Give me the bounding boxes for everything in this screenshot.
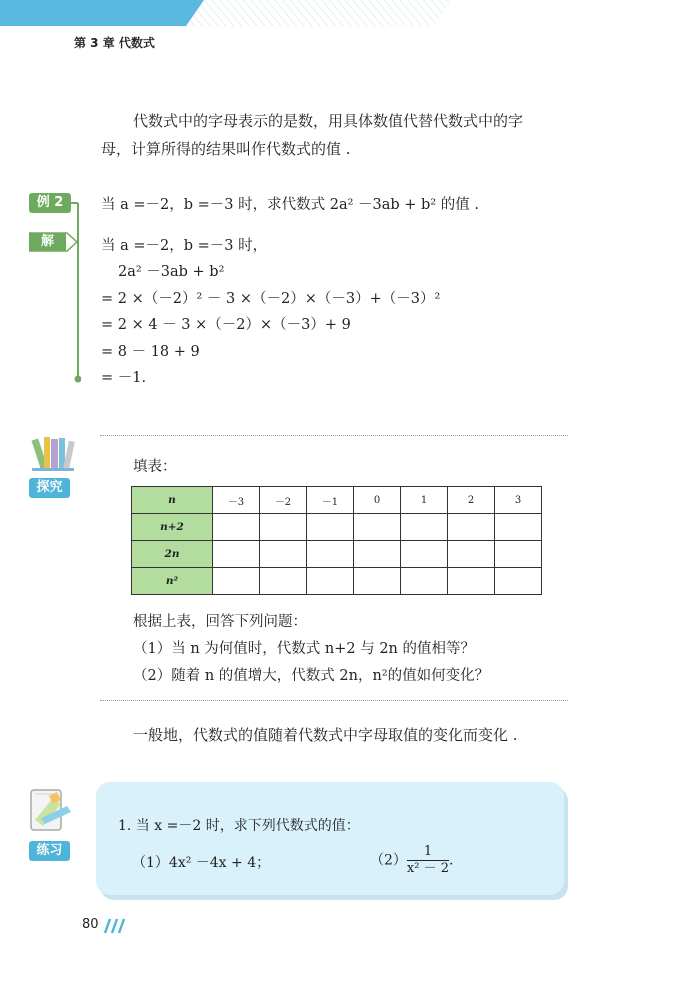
table-row [132,541,542,568]
example-q-post: 的值 . [440,197,479,213]
table-header-cell: 0 [354,487,401,514]
solution-step-2: 2a² －3ab + b² [118,264,225,280]
table-cell[interactable] [213,568,260,595]
practice-box [96,782,564,895]
fraction-numerator: 1 [407,844,449,861]
solution-step-1: 当 a =－2，b =－3 时， [101,238,268,254]
practice-fraction [407,844,449,877]
table-cell[interactable] [495,514,542,541]
table-row-label: n+2 [132,514,213,541]
header-band [0,0,700,26]
example-q-expr: 2a² －3ab + b² [329,197,437,213]
table-header-n: n [132,487,213,514]
page-slashes-icon [101,918,127,934]
example-q-cond: a =－2，b =－3 时，求代数式 [120,197,326,213]
table-header-cell: 1 [401,487,448,514]
table-cell[interactable] [448,514,495,541]
solution-rail [71,193,81,393]
conclusion-text: 一般地，代数式的值随着代数式中字母取值的变化而变化 . [133,726,518,744]
explore-question-2: （2）随着 n 的值增大，代数式 2n，n²的值如何变化？ [133,668,490,684]
table-row [132,487,542,514]
solution-tag: 解 [40,234,54,249]
divider-bottom [100,700,568,701]
table-cell[interactable] [448,568,495,595]
table-cell[interactable] [401,514,448,541]
explore-title: 填表： [133,459,177,475]
practice-sub-1: （1）4x² －4x + 4； [132,855,271,871]
table-cell[interactable] [354,541,401,568]
table-cell[interactable] [354,514,401,541]
intro-line-2: 母，计算所得的结果叫作代数式的值 . [101,140,351,158]
explore-tag: 探究 [29,478,70,498]
notebook-pencil-icon [27,786,75,836]
practice-sub-2-label: （2） [370,852,407,869]
practice-sub-2 [370,844,453,877]
explore-prompt: 根据上表，回答下列问题： [133,614,307,630]
table-cell[interactable] [260,568,307,595]
page-number: 80 [82,917,99,932]
table-header-cell: 3 [495,487,542,514]
table-row-label: 2n [132,541,213,568]
solution-step-3: = 2 ×（－2）² － 3 ×（－2）×（－3）+（－3）² [101,291,441,307]
practice-sub-2-end: . [449,852,454,869]
table-header-cell: 2 [448,487,495,514]
table-header-cell: －3 [213,487,260,514]
table-cell[interactable] [307,568,354,595]
table-row [132,568,542,595]
table-cell[interactable] [260,541,307,568]
practice-item-1: 1. 当 x =－2 时，求下列代数式的值： [118,818,360,834]
table-header-cell: －2 [260,487,307,514]
solution-step-4: = 2 × 4 － 3 ×（－2）×（－3）+ 9 [101,317,351,333]
table-cell[interactable] [401,568,448,595]
solution-step-6: = －1. [101,370,147,386]
table-cell[interactable] [495,541,542,568]
fill-table [131,486,542,595]
table-cell[interactable] [213,541,260,568]
divider-top [100,435,568,436]
table-cell[interactable] [495,568,542,595]
books-icon [26,435,76,475]
table-cell[interactable] [307,541,354,568]
practice-tag: 练习 [29,841,70,861]
table-cell[interactable] [401,541,448,568]
chapter-title: 第 3 章 代数式 [74,36,155,50]
solution-step-5: = 8 － 18 + 9 [101,344,200,360]
example-tag: 例 2 [29,193,71,213]
example-question [101,193,479,214]
table-row [132,514,542,541]
example-q-pre: 当 [101,197,116,213]
table-cell[interactable] [448,541,495,568]
table-cell[interactable] [354,568,401,595]
intro-line-1: 代数式中的字母表示的是数，用具体数值代替代数式中的字 [133,112,524,130]
table-cell[interactable] [307,514,354,541]
table-row-label: n² [132,568,213,595]
fraction-denominator: x² － 2 [406,861,450,876]
table-header-cell: －1 [307,487,354,514]
table-cell[interactable] [260,514,307,541]
explore-question-1: （1）当 n 为何值时，代数式 n+2 与 2n 的值相等？ [133,641,475,657]
table-cell[interactable] [213,514,260,541]
